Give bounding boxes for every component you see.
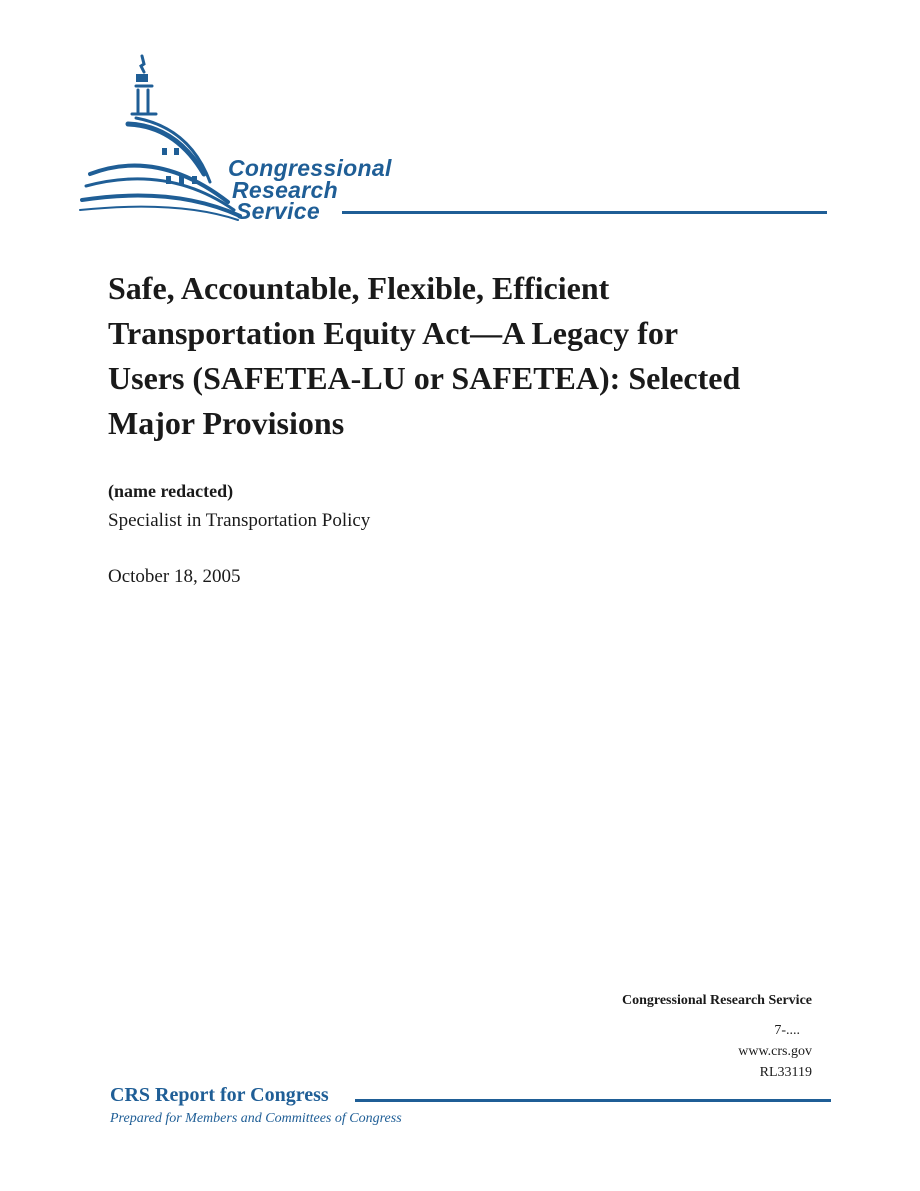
footer-subtitle: Prepared for Members and Committees of Congress — [110, 1111, 402, 1126]
crs-website: www.crs.gov — [738, 1044, 812, 1059]
logo-text-research: Research — [232, 177, 338, 203]
logo-text-service: Service — [236, 198, 320, 224]
header-rule — [342, 211, 827, 214]
order-code: 7-.... — [774, 1023, 800, 1038]
author-title: Specialist in Transportation Policy — [108, 510, 371, 531]
report-title: Safe, Accountable, Flexible, Efficient Transportation Equity Act—A Legacy for Users (SAFETEA-LU or SAFETEA): Selected Major Provisions — [108, 270, 741, 441]
footer-title: CRS Report for Congress — [110, 1084, 329, 1106]
crs-org-name: Congressional Research Service — [621, 993, 812, 1008]
author-name: (name redacted) — [108, 481, 234, 501]
logo-text-congressional: Congressional — [228, 155, 392, 181]
report-number: RL33119 — [759, 1065, 812, 1080]
footer-rule — [355, 1099, 831, 1102]
crs-info-block — [622, 990, 812, 1083]
report-date: October 18, 2005 — [108, 566, 241, 587]
